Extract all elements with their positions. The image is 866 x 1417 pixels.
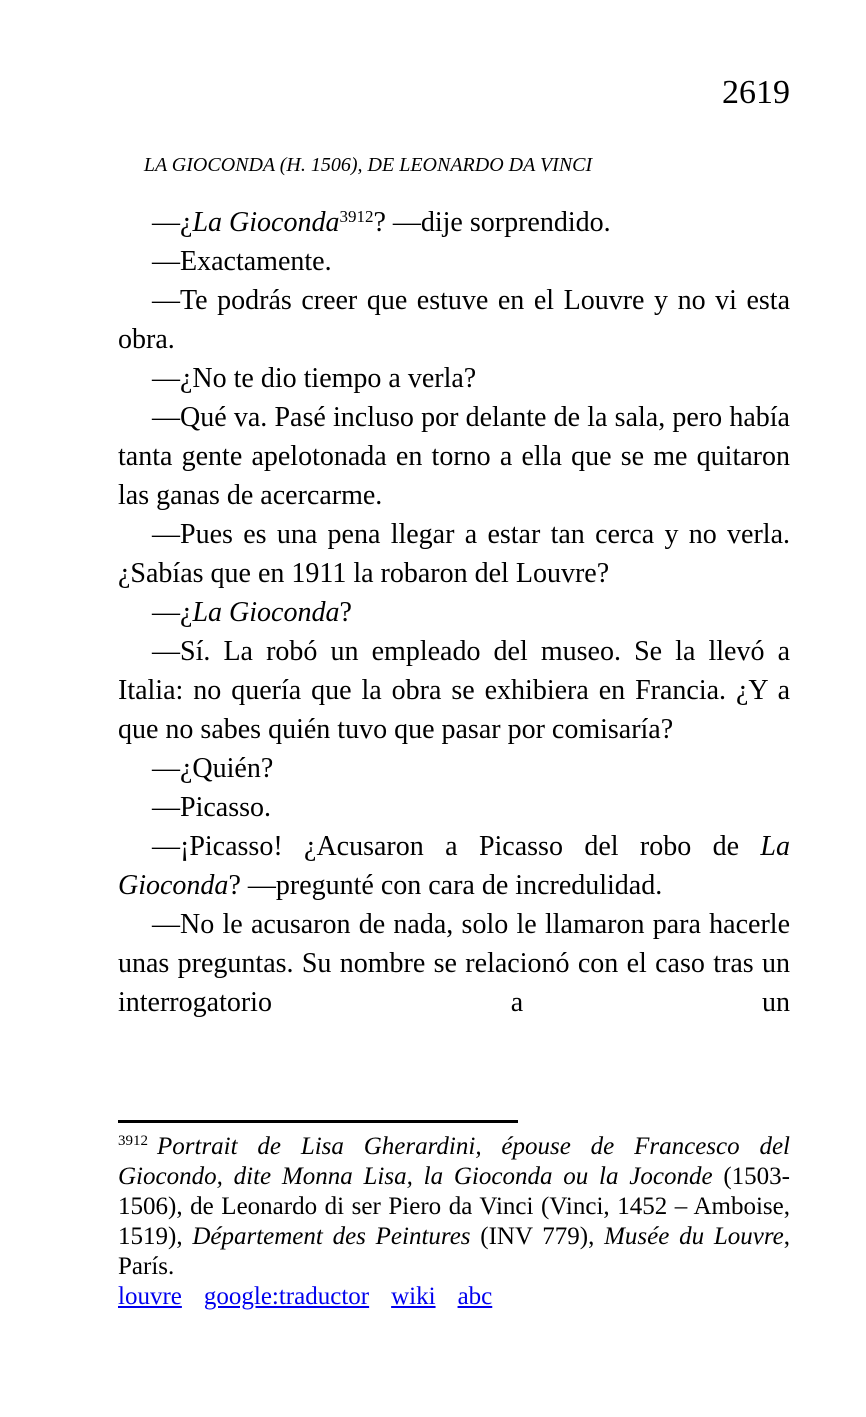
paragraph <box>118 905 790 1022</box>
text-run: —No le acusaron de nada, solo le llamaron para hacerle unas preguntas. Su nombre se relacionó con el caso tras un interrogatorio a un <box>118 909 790 1018</box>
footnote-marker: 3912 <box>118 1133 148 1149</box>
italic-text: La Gioconda <box>192 207 340 238</box>
text-run: —¿No te dio tiempo a verla? <box>152 363 477 394</box>
text-run: —Sí. La robó un empleado del museo. Se la llevó a Italia: no quería que la obra se exhibiera en Francia. ¿Y a que no sabes quién tuvo que pasar por comisaría? <box>118 636 790 745</box>
paragraph <box>118 593 790 632</box>
paragraph <box>118 515 790 593</box>
paragraph <box>118 749 790 788</box>
text-run: —Qué va. Pasé incluso por delante de la sala, pero había tanta gente apelotonada en torno a ella que se me quitaron las ganas de acercarme. <box>118 402 790 511</box>
footnote-link-louvre[interactable]: louvre <box>118 1283 182 1310</box>
text-run: —Picasso. <box>152 792 271 823</box>
footnote-ref[interactable]: 3912 <box>339 207 374 226</box>
text-run: —Exactamente. <box>152 246 332 277</box>
paragraph <box>118 203 790 242</box>
text-run: , París. <box>118 1223 790 1280</box>
footnote-link-google-traductor[interactable]: google:traductor <box>203 1283 370 1310</box>
paragraph <box>118 281 790 359</box>
paragraph <box>118 359 790 398</box>
italic-text: Département des Peintures <box>192 1223 471 1250</box>
footnote-separator <box>118 1120 518 1123</box>
footnote-links <box>118 1282 790 1312</box>
text-run: —¡Picasso! ¿Acusaron a Picasso del robo de <box>152 831 761 862</box>
italic-text: La Gioconda <box>192 597 340 628</box>
text-run: ? —dije sorprendido. <box>373 207 611 238</box>
italic-text: La Gioconda <box>118 831 790 901</box>
text-run: ? <box>339 597 352 628</box>
footnote-text <box>118 1132 790 1282</box>
italic-text: Portrait de Lisa Gherardini, épouse de Francesco del Giocondo, dite Monna Lisa, la Gioconda ou la Joconde <box>118 1133 790 1190</box>
paragraph <box>118 242 790 281</box>
paragraph <box>118 827 790 905</box>
text-run: —Pues es una pena llegar a estar tan cerca y no verla. ¿Sabías que en 1911 la robaron del Louvre? <box>118 519 790 589</box>
text-run: ? —pregunté con cara de incredulidad. <box>228 870 663 901</box>
footnote <box>118 1132 790 1312</box>
paragraph <box>118 632 790 749</box>
text-run: —¿Quién? <box>152 753 274 784</box>
text-run: —Te podrás creer que estuve en el Louvre y no vi esta obra. <box>118 285 790 355</box>
text-run: —¿ <box>152 597 193 628</box>
body-text <box>118 203 790 1022</box>
paragraph <box>118 788 790 827</box>
footnote-link-wiki[interactable]: wiki <box>391 1283 436 1310</box>
paragraph <box>118 398 790 515</box>
footnote-link-abc[interactable]: abc <box>457 1283 493 1310</box>
text-run: —¿ <box>152 207 193 238</box>
italic-text: Musée du Louvre <box>604 1223 784 1250</box>
chapter-heading: LA GIOCONDA (H. 1506), DE LEONARDO DA VINCI <box>143 154 593 176</box>
page-number: 2619 <box>722 74 790 111</box>
text-run: (INV 779), <box>470 1223 605 1250</box>
text-run: (1503-1506), de Leonardo di ser Piero da Vinci (Vinci, 1452 – Amboise, 1519), <box>118 1163 790 1250</box>
